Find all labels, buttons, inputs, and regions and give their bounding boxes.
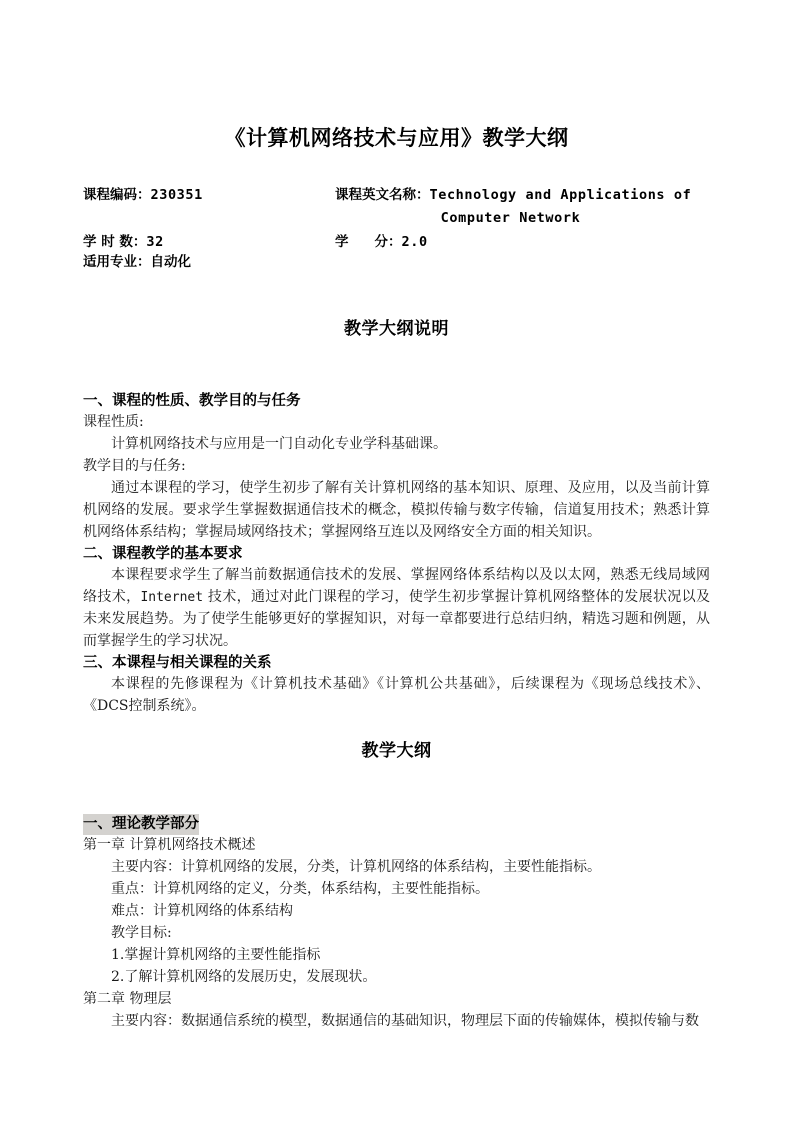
meta-row-code <box>83 185 710 228</box>
chapter-goal: 1.掌握计算机网络的主要性能指标 <box>111 946 321 963</box>
teaching-purpose-text: 通过本课程的学习，使学生初步了解有关计算机网络的基本知识、原理、及应用，以及当前计算机网络的发展。要求学生掌握数据通信技术的概念，模拟传输与数字传输，信道复用技术；熟悉计算机网络体系结构；掌握局域网络技术；掌握网络互连以及网络安全方面的相关知识。 <box>83 480 710 541</box>
course-english-name-line2: Computer Network <box>440 209 581 226</box>
chapter-line: 难点：计算机网络的体系结构 <box>111 902 293 919</box>
meta-row-major <box>83 252 710 272</box>
heading-theory-part: 一、理论教学部分 <box>83 814 199 835</box>
chapter-title: 第一章 计算机网络技术概述 <box>83 836 256 853</box>
course-credit-cell <box>335 232 710 252</box>
heading-syllabus-note: 教学大纲说明 <box>344 319 449 340</box>
heading-item-3: 三、本课程与相关课程的关系 <box>83 655 272 672</box>
basic-requirements-part1: 本课程要求学生了解当前数据通信技术的发展、掌握网络体系结构以及以太网，熟悉无线局域网络技术， <box>83 567 710 606</box>
chapter-line: 重点：计算机网络的定义，分类，体系结构，主要性能指标。 <box>111 880 489 897</box>
course-code-cell <box>83 185 335 205</box>
course-code-value: 230351 <box>150 187 203 204</box>
course-english-name-cell <box>335 185 710 228</box>
course-hours-value: 32 <box>146 233 164 250</box>
page-title: 《计算机网络技术与应用》教学大纲 <box>224 126 569 150</box>
course-hours-cell <box>83 232 335 252</box>
course-code-label: 课程编码： <box>83 187 151 204</box>
course-major-value: 自动化 <box>150 254 191 271</box>
basic-requirements-text <box>83 565 710 653</box>
heading-item-1: 一、课程的性质、教学目的与任务 <box>83 393 301 410</box>
basic-requirements-part2: 技术，通过对此门课程的学习，使学生初步掌握计算机网络整体的发展状况以及未来发展趋势。为了使学生能够更好的掌握知识，对每一章都要进行总结归纳，精选习题和例题，从而掌握学生的学习状况。 <box>83 589 711 650</box>
course-meta-block <box>83 185 710 272</box>
heading-syllabus: 教学大纲 <box>361 740 432 761</box>
chapter-goal: 2.了解计算机网络的发展历史，发展现状。 <box>111 968 377 985</box>
course-major-cell <box>83 252 335 272</box>
heading-item-2: 二、课程教学的基本要求 <box>83 546 243 563</box>
chapter-line: 教学目标: <box>111 924 172 941</box>
teaching-purpose-label: 教学目的与任务: <box>83 458 186 475</box>
course-english-name-label: 课程英文名称： <box>335 187 430 204</box>
basic-requirements-mono-term: Internet <box>140 590 204 606</box>
page-content <box>83 0 710 1033</box>
course-credit-label-char: 学 <box>335 233 375 250</box>
course-major-label: 适用专业： <box>83 254 151 271</box>
course-hours-label: 学 时 数： <box>83 233 147 250</box>
course-credit-label-tail: 分： <box>374 233 402 250</box>
course-english-name-line1: Technology and Applications of <box>429 187 692 204</box>
chapter-line: 主要内容：计算机网络的发展，分类，计算机网络的体系结构，主要性能指标。 <box>111 858 601 875</box>
course-nature-text: 计算机网络技术与应用是一门自动化专业学科基础课。 <box>111 436 447 453</box>
theory-part-heading-wrap <box>83 813 710 835</box>
chapter-line: 主要内容：数据通信系统的模型，数据通信的基础知识，物理层下面的传输媒体，模拟传输与数 <box>111 1012 699 1029</box>
meta-row-hours <box>83 232 710 252</box>
course-credit-value: 2.0 <box>401 233 428 250</box>
related-courses-text: 本课程的先修课程为《计算机技术基础》《计算机公共基础》，后续课程为《现场总线技术》、《DCS控制系统》。 <box>83 676 710 714</box>
chapter-title: 第二章 物理层 <box>83 990 172 1007</box>
course-nature-label: 课程性质: <box>83 414 144 431</box>
